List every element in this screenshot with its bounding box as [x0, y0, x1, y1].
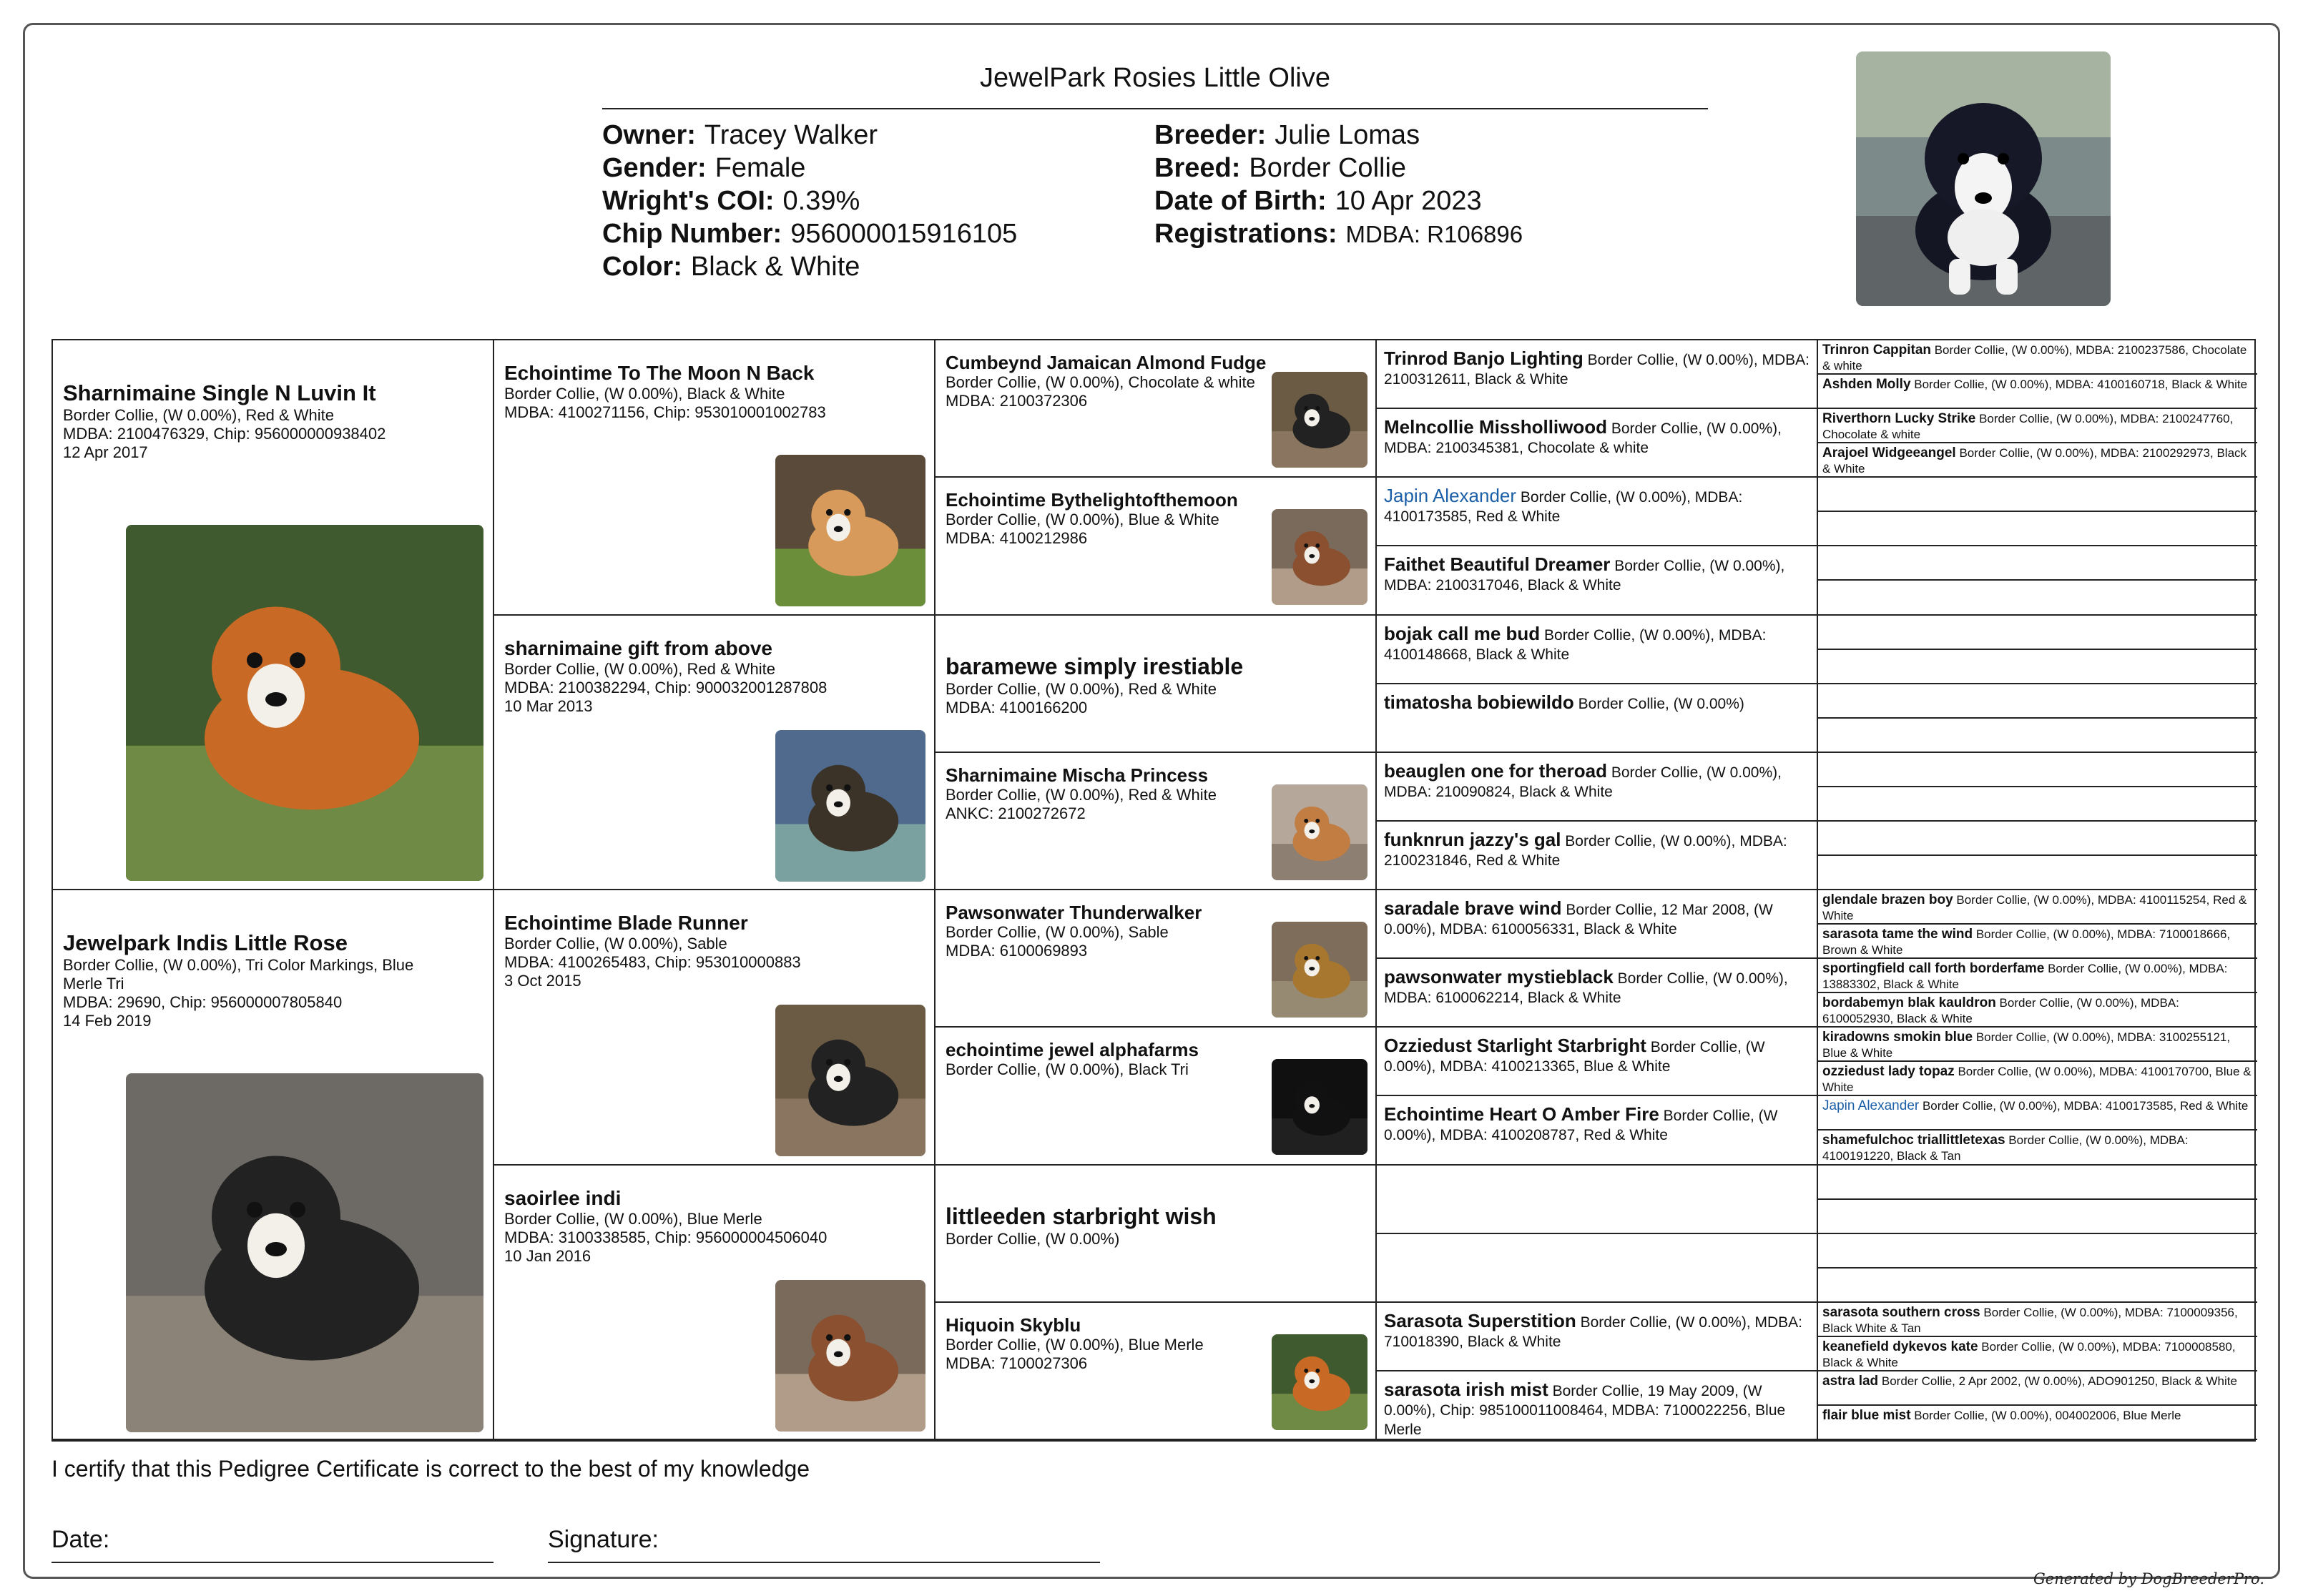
- dog-name: echointime jewel alphafarms: [946, 1039, 1199, 1061]
- gen5-cell: [1818, 753, 2257, 787]
- gen5-cell: [1818, 1234, 2257, 1269]
- dog-name: sarasota irish mist: [1384, 1378, 1548, 1400]
- gen5-cell: [1818, 650, 2257, 684]
- dog-details: Border Collie, (W 0.00%), MDBA: 4100160718, Black & White: [1910, 378, 2248, 392]
- dog-details: Border Collie, (W 0.00%), Tri Color Markings, Blue: [63, 956, 414, 974]
- dog-name: beauglen one for theroad: [1384, 759, 1608, 782]
- gen5-cell: [1818, 340, 2257, 375]
- dog-name: sharnimaine gift from above: [504, 636, 772, 659]
- gen5-cell: [1818, 890, 2257, 925]
- dog-details: 10 Jan 2016: [504, 1246, 591, 1265]
- dog-details: Border Collie, (W 0.00%), MDBA: 3100255121, Blue & White: [1822, 1030, 2231, 1060]
- signature-label: Signature:: [548, 1526, 659, 1553]
- gen5-cell: [1818, 1371, 2257, 1406]
- dog-details: Border Collie, 19 May 2009, (W 0.00%), Chip: 985100011008464, MDBA: 7100022256, Blue Merle: [1384, 1382, 1786, 1438]
- gen4-cell: [1377, 616, 1818, 684]
- gen4-cell: [1377, 1166, 1818, 1234]
- gen5-cell: [1818, 478, 2257, 512]
- dog-details: Border Collie, (W 0.00%), MDBA: 6100052930, Black & White: [1822, 996, 2179, 1026]
- dog-name: Cumbeynd Jamaican Almond Fudge: [946, 352, 1267, 373]
- dog-details: Border Collie, (W 0.00%): [946, 1229, 1120, 1248]
- gen5-cell: [1818, 1303, 2257, 1337]
- dog-details: Border Collie, (W 0.00%), MDBA: 4100191220, Black & Tan: [1822, 1133, 2189, 1163]
- gen4-cell: [1377, 1096, 1818, 1165]
- gen5-cell: [1818, 787, 2257, 822]
- dog-details: Border Collie, (W 0.00%), MDBA: 4100148668, Black & White: [1384, 626, 1767, 663]
- dog-details: Border Collie, (W 0.00%), MDBA: 6100062214, Black & White: [1384, 970, 1788, 1007]
- dog-name: bordabemyn blak kauldron: [1822, 995, 1996, 1011]
- dog-name: saoirlee indi: [504, 1186, 622, 1209]
- gen5-cell: [1818, 546, 2257, 581]
- dog-details: Border Collie, (W 0.00%), MDBA: 2100345381, Chocolate & white: [1384, 420, 1782, 457]
- coi-row: Wright's COI: 0.39%: [602, 186, 860, 216]
- dog-details: Border Collie, (W 0.00%), MDBA: 2100312611, Black & White: [1384, 352, 1810, 388]
- gen5-cell: [1818, 1269, 2257, 1303]
- dog-name[interactable]: Japin Alexander: [1384, 485, 1517, 507]
- dog-details: MDBA: 2100382294, Chip: 900032001287808: [504, 678, 828, 696]
- dog-name: Pawsonwater Thunderwalker: [946, 902, 1202, 923]
- dog-name: glendale brazen boy: [1822, 892, 1953, 907]
- dog-name: Sarasota Superstition: [1384, 1309, 1576, 1331]
- gen4-cell: [1377, 1028, 1818, 1096]
- dog-details: Border Collie, (W 0.00%), Black Tri: [946, 1060, 1189, 1079]
- dog-details: MDBA: 6100069893: [946, 942, 1088, 960]
- gen4-cell: [1377, 478, 1818, 546]
- gen1-photo: [126, 525, 483, 881]
- dog-details: MDBA: 4100271156, Chip: 953010001002783: [504, 403, 826, 421]
- dog-details: MDBA: 4100212986: [946, 529, 1088, 548]
- dog-title: JewelPark Rosies Little Olive: [980, 63, 1330, 93]
- gen5-cell: [1818, 616, 2257, 650]
- dog-name: baramewe simply irestiable: [946, 653, 1244, 679]
- dog-name: Trinrod Banjo Lighting: [1384, 348, 1583, 369]
- gen3-photo: [1272, 1059, 1367, 1155]
- gen3-photo: [1272, 509, 1367, 605]
- dog-details: Border Collie, 12 Mar 2008, (W 0.00%), MDBA: 6100056331, Black & White: [1384, 902, 1773, 937]
- dog-details: Border Collie, (W 0.00%), Sable: [504, 935, 727, 952]
- dog-details: Border Collie, (W 0.00%), MDBA: 4100115254, Red & White: [1822, 893, 2247, 922]
- dog-name[interactable]: Japin Alexander: [1822, 1098, 1920, 1114]
- gen1-photo: [126, 1073, 483, 1432]
- dog-details: 12 Apr 2017: [63, 443, 148, 461]
- dog-name: Arajoel Widgeeangel: [1822, 445, 1956, 461]
- dog-details: Border Collie, (W 0.00%), Red & White: [946, 785, 1217, 804]
- dog-details: Border Collie, (W 0.00%), MDBA: 2100292973, Black & White: [1822, 446, 2247, 476]
- dog-details: Border Collie, (W 0.00%), MDBA: 2100247760, Chocolate & white: [1822, 412, 2234, 442]
- gen4-cell: [1377, 890, 1818, 959]
- dog-details: Border Collie, (W 0.00%), 004002006, Blue Merle: [1910, 1408, 2181, 1422]
- dog-details: Border Collie, (W 0.00%), MDBA: 4100213365, Blue & White: [1384, 1039, 1765, 1075]
- dog-name: kiradowns smokin blue: [1822, 1030, 1973, 1045]
- dog-name: sportingfield call forth borderfame: [1822, 961, 2045, 977]
- dog-name: flair blue mist: [1822, 1407, 1911, 1423]
- dog-details: 10 Mar 2013: [504, 696, 593, 715]
- dog-details: MDBA: 7100027306: [946, 1354, 1088, 1372]
- gen3-photo: [1272, 784, 1367, 880]
- gen2-photo: [775, 730, 925, 882]
- dog-details: 3 Oct 2015: [504, 972, 581, 990]
- dog-name: timatosha bobiewildo: [1384, 691, 1574, 713]
- gen5-cell: [1818, 1166, 2257, 1200]
- gen4-cell: [1377, 684, 1818, 753]
- dog-details: MDBA: 2100476329, Chip: 956000000938402: [63, 425, 386, 443]
- gen5-cell: [1818, 1096, 2257, 1130]
- dog-name: saradale brave wind: [1384, 897, 1562, 919]
- registrations-row: Registrations: MDBA: R106896: [1154, 219, 1523, 249]
- gen4-cell: [1377, 340, 1818, 409]
- gen3-photo: [1272, 922, 1367, 1018]
- gen5-cell: [1818, 719, 2257, 753]
- dog-details: Border Collie, (W 0.00%), Red & White: [946, 679, 1217, 698]
- dog-details: Border Collie, (W 0.00%), MDBA: 710018390, Black & White: [1384, 1314, 1802, 1350]
- dog-details: Border Collie, (W 0.00%), MDBA: 4100208787, Red & White: [1384, 1108, 1778, 1144]
- dog-details: Border Collie, (W 0.00%), Red & White: [63, 406, 335, 424]
- gen5-cell: [1818, 375, 2257, 409]
- dog-details: MDBA: 2100372306: [946, 392, 1088, 410]
- dog-details: Border Collie, (W 0.00%), MDBA: 4100170700, Blue & White: [1822, 1065, 2252, 1095]
- breeder-row: Breeder: Julie Lomas: [1154, 120, 1420, 150]
- dog-name: keanefield dykevos kate: [1822, 1339, 1978, 1354]
- dog-details: Border Collie, (W 0.00%), MDBA: 7100018666, Brown & White: [1822, 927, 2231, 957]
- dog-name: sarasota tame the wind: [1822, 927, 1973, 942]
- gen3-photo: [1272, 372, 1367, 468]
- gen4-cell: [1377, 959, 1818, 1028]
- gen5-cell: [1818, 443, 2257, 478]
- dog-name: astra lad: [1822, 1373, 1879, 1389]
- gen5-cell: [1818, 925, 2257, 959]
- gen5-cell: [1818, 856, 2257, 890]
- dog-details: Border Collie, (W 0.00%), MDBA: 7100008580, Black & White: [1822, 1339, 2236, 1369]
- gen5-cell: [1818, 993, 2257, 1028]
- dog-name: bojak call me bud: [1384, 622, 1541, 644]
- dog-details: Border Collie, (W 0.00%), Blue Merle: [504, 1209, 762, 1228]
- dog-details: Border Collie, (W 0.00%), MDBA: 2100317046, Black & White: [1384, 558, 1785, 594]
- dog-details: Border Collie, (W 0.00%), Red & White: [504, 659, 776, 678]
- dog-details: Border Collie, (W 0.00%), MDBA: 4100173585, Red & White: [1919, 1099, 2249, 1113]
- gen4-cell: [1377, 1234, 1818, 1303]
- dog-name: littleeden starbright wish: [946, 1203, 1217, 1229]
- dog-name: Echointime To The Moon N Back: [504, 362, 815, 384]
- dog-details: Border Collie, (W 0.00%), Blue Merle: [946, 1335, 1204, 1354]
- info-right-column: [1154, 119, 1523, 251]
- dog-name: Trinron Cappitan: [1822, 343, 1931, 358]
- gen5-cell: [1818, 822, 2257, 856]
- gender-row: Gender: Female: [602, 153, 806, 183]
- dog-details: MDBA: 29690, Chip: 956000007805840: [63, 993, 343, 1011]
- dog-name: Ozziedust Starlight Starbright: [1384, 1035, 1646, 1057]
- dog-name: pawsonwater mystieblack: [1384, 966, 1614, 988]
- gen5-cell: [1818, 1406, 2257, 1440]
- dog-details: Border Collie, (W 0.00%), Chocolate & white: [946, 373, 1255, 391]
- dog-name: Sharnimaine Mischa Princess: [946, 764, 1209, 786]
- gen5-cell: [1818, 1200, 2257, 1234]
- gen5-cell: [1818, 684, 2257, 719]
- subject-dog-photo: [1856, 51, 2111, 306]
- dog-name: Riverthorn Lucky Strike: [1822, 411, 1976, 427]
- dog-details: ANKC: 2100272672: [946, 804, 1086, 822]
- gen4-cell: [1377, 1303, 1818, 1371]
- dog-details: Border Collie, (W 0.00%), MDBA: 7100009356, Black White & Tan: [1822, 1305, 2238, 1335]
- dog-details: Border Collie, (W 0.00%), MDBA: 210090824, Black & White: [1384, 764, 1782, 800]
- gen5-cell: [1818, 959, 2257, 993]
- dog-details: Border Collie, (W 0.00%), MDBA: 13883302, Black & White: [1822, 962, 2228, 992]
- gen4-cell: [1377, 753, 1818, 822]
- dob-row: Date of Birth: 10 Apr 2023: [1154, 186, 1482, 216]
- dog-details: MDBA: 3100338585, Chip: 956000004506040: [504, 1228, 828, 1246]
- dog-details: Border Collie, (W 0.00%), MDBA: 2100231846, Red & White: [1384, 832, 1787, 869]
- date-line: [51, 1562, 494, 1563]
- gen5-cell: [1818, 1062, 2257, 1096]
- dog-name: Melncollie Missholliwood: [1384, 416, 1608, 438]
- dog-name: sarasota southern cross: [1822, 1304, 1980, 1320]
- gen2-photo: [775, 455, 925, 606]
- gen4-cell: [1377, 546, 1818, 615]
- dog-name: ozziedust lady topaz: [1822, 1064, 1955, 1080]
- dog-details: Border Collie, (W 0.00%), MDBA: 4100173585, Red & White: [1384, 489, 1743, 526]
- certify-statement: I certify that this Pedigree Certificate is correct to the best of my knowledge: [51, 1456, 810, 1482]
- gen4-cell: [1377, 409, 1818, 478]
- info-left-column: [602, 119, 1017, 283]
- dog-details: MDBA: 4100166200: [946, 698, 1088, 716]
- chip-row: Chip Number: 956000015916105: [602, 219, 1018, 249]
- dog-details: Border Collie, (W 0.00%), Sable: [946, 923, 1169, 941]
- gen4-cell: [1377, 1371, 1818, 1440]
- dog-details: Border Collie, (W 0.00%), MDBA: 2100237586, Chocolate & white: [1822, 343, 2247, 373]
- dog-name: Echointime Bythelightofthemoon: [946, 489, 1238, 511]
- dog-name: shamefulchoc triallittletexas: [1822, 1133, 2005, 1148]
- gen3-cell: [936, 616, 1377, 753]
- gen5-cell: [1818, 581, 2257, 615]
- dog-name: Jewelpark Indis Little Rose: [63, 930, 348, 955]
- breed-row: Breed: Border Collie: [1154, 153, 1407, 183]
- dog-name: Hiquoin Skyblu: [946, 1314, 1081, 1336]
- color-row: Color: Black & White: [602, 252, 860, 282]
- dog-details: Border Collie, 2 Apr 2002, (W 0.00%), ADO901250, Black & White: [1878, 1374, 2237, 1388]
- gen2-photo: [775, 1280, 925, 1432]
- gen2-photo: [775, 1005, 925, 1156]
- dog-details: Border Collie, (W 0.00%): [1573, 695, 1744, 712]
- title-divider: [602, 108, 1708, 109]
- gen3-cell: [936, 1166, 1377, 1303]
- owner-row: Owner: Tracey Walker: [602, 120, 878, 150]
- gen5-cell: [1818, 1130, 2257, 1165]
- dog-name: Ashden Molly: [1822, 377, 1911, 393]
- dog-details: Border Collie, (W 0.00%), Blue & White: [946, 511, 1219, 529]
- dog-details: 14 Feb 2019: [63, 1012, 152, 1030]
- gen5-cell: [1818, 512, 2257, 546]
- dog-name: Faithet Beautiful Dreamer: [1384, 553, 1611, 576]
- date-label: Date:: [51, 1526, 110, 1553]
- dog-name: Echointime Heart O Amber Fire: [1384, 1103, 1659, 1125]
- dog-name: Sharnimaine Single N Luvin It: [63, 380, 376, 405]
- dog-name: Echointime Blade Runner: [504, 912, 748, 934]
- gen5-cell: [1818, 1028, 2257, 1062]
- dog-name: funknrun jazzy's gal: [1384, 828, 1561, 850]
- signature-line: [548, 1562, 1100, 1563]
- dog-details: Border Collie, (W 0.00%), Black & White: [504, 385, 785, 403]
- dog-details: Merle Tri: [63, 975, 124, 992]
- gen5-cell: [1818, 409, 2257, 443]
- gen3-photo: [1272, 1334, 1367, 1430]
- generated-by: Generated by DogBreederPro.: [2033, 1570, 2264, 1587]
- dog-details: MDBA: 4100265483, Chip: 953010000883: [504, 953, 801, 971]
- gen5-cell: [1818, 1337, 2257, 1371]
- gen4-cell: [1377, 822, 1818, 890]
- pedigree-table: [51, 339, 2256, 1442]
